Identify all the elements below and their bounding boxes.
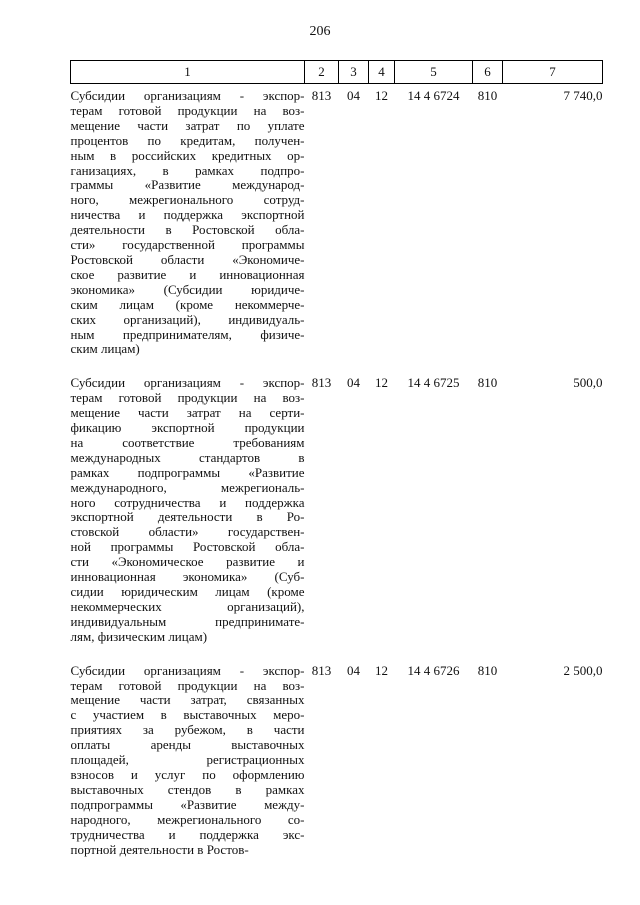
description-line: терам готовой продукции на воз- — [70, 390, 305, 406]
header-col-6: 6 — [473, 61, 503, 84]
row-description — [71, 659, 305, 872]
description-line: фикацию экспортной продукции — [70, 420, 305, 436]
description-line: ным предпринимателям, физиче- — [70, 326, 305, 342]
table-row — [71, 84, 603, 372]
description-line: сидии юридическим лицам (кроме — [70, 584, 305, 599]
subsection-code: 12 — [375, 375, 388, 391]
description-line: взносов и услуг по оформлению — [70, 766, 305, 782]
table-row — [71, 659, 603, 872]
description-line: ских организаций), индивидуаль- — [70, 311, 305, 327]
description-line: приятиях за рубежом, в части — [70, 722, 305, 738]
description-line: трудничества и поддержка экс- — [70, 826, 305, 842]
description-line: экспортной деятельности в Ро- — [70, 509, 305, 525]
description-line: ское развитие и инновационная — [70, 266, 305, 282]
description-line: рамках подпрограммы «Развитие — [70, 464, 305, 480]
section-code: 04 — [347, 662, 360, 678]
section-code: 04 — [347, 88, 360, 103]
header-col-4: 4 — [369, 61, 395, 84]
description-line: ной программы Ростовской обла- — [70, 539, 305, 555]
description-line: международного, межрегиональ- — [70, 479, 305, 495]
description-line: ного, межрегионального сотруд- — [70, 192, 305, 208]
description-line: международных стандартов в — [70, 449, 305, 465]
page-number: 206 — [309, 24, 331, 39]
description-line: экономика» (Субсидии юридиче- — [70, 281, 305, 297]
description-line: ским лицам) — [70, 341, 140, 357]
expense-type-code: 810 — [477, 88, 498, 103]
description-line: выставочных стендов в рамках — [70, 781, 305, 797]
description-line: ским лицам (кроме некоммерче- — [70, 296, 305, 312]
table-row — [71, 371, 603, 658]
description-line: граммы «Развитие международ- — [70, 177, 305, 193]
description-line: ничества и поддержка экспортной — [70, 207, 305, 223]
amount-value: 7 740,0 — [563, 88, 603, 103]
ministry-code: 813 — [311, 662, 332, 678]
description-line: терам готовой продукции на воз- — [70, 102, 305, 118]
description-line: сти «Экономическое развитие и — [70, 554, 305, 570]
subsection-code: 12 — [375, 88, 388, 103]
description-line: Субсидии организациям - экспор- — [70, 375, 305, 391]
description-line: мещение части затрат, связанных — [70, 692, 305, 708]
target-article-code: 14 4 6726 — [407, 662, 460, 678]
target-article-code: 14 4 6725 — [407, 375, 460, 391]
description-line: терам готовой продукции на воз- — [70, 677, 305, 693]
header-col-7: 7 — [503, 61, 603, 84]
description-line: подпрограммы «Развитие между- — [70, 796, 305, 812]
amount-value: 2 500,0 — [563, 662, 603, 678]
description-line: площадей, регистрационных — [70, 752, 305, 768]
description-line: оплаты аренды выставочных — [70, 737, 305, 753]
ministry-code: 813 — [311, 88, 332, 103]
header-col-5: 5 — [395, 61, 473, 84]
ministry-code: 813 — [311, 375, 332, 391]
section-code: 04 — [347, 375, 360, 391]
header-col-2: 2 — [305, 61, 339, 84]
row-description — [71, 84, 305, 372]
description-line: стовской области» государствен- — [70, 524, 305, 540]
description-line: лям, физическим лицам) — [70, 628, 208, 644]
header-row — [71, 61, 603, 84]
description-line: ного сотрудничества и поддержка — [70, 494, 305, 510]
description-line: ганизациях, в рамках подпро- — [70, 162, 305, 178]
row-description — [71, 371, 305, 658]
description-line: Субсидии организациям - экспор- — [70, 662, 305, 678]
description-line: портной деятельности в Ростов- — [70, 841, 249, 857]
budget-table — [70, 60, 603, 871]
description-line: процентов по кредитам, получен- — [70, 132, 305, 148]
description-line: сти» государственной программы — [70, 237, 305, 253]
description-line: с участием в выставочных меро- — [70, 707, 305, 723]
description-line: мещение части затрат на серти- — [70, 405, 305, 421]
expense-type-code: 810 — [477, 375, 498, 391]
description-line: деятельности в Ростовской обла- — [70, 222, 305, 238]
description-line: ным в российских кредитных ор- — [70, 147, 305, 163]
description-line: индивидуальным предпринимате- — [70, 613, 305, 629]
header-col-1: 1 — [71, 61, 305, 84]
description-line: инновационная экономика» (Суб- — [70, 569, 305, 585]
description-line: мещение части затрат по уплате — [70, 117, 305, 133]
amount-value: 500,0 — [573, 375, 603, 391]
description-line: некоммерческих организаций), — [70, 598, 305, 614]
expense-type-code: 810 — [477, 662, 498, 678]
description-line: народного, межрегионального со- — [70, 811, 305, 827]
description-line: Субсидии организациям - экспор- — [70, 88, 305, 103]
target-article-code: 14 4 6724 — [407, 88, 460, 103]
subsection-code: 12 — [375, 662, 388, 678]
description-line: на соответствие требованиям — [70, 434, 305, 450]
description-line: Ростовской области «Экономиче- — [70, 251, 305, 267]
header-col-3: 3 — [339, 61, 369, 84]
